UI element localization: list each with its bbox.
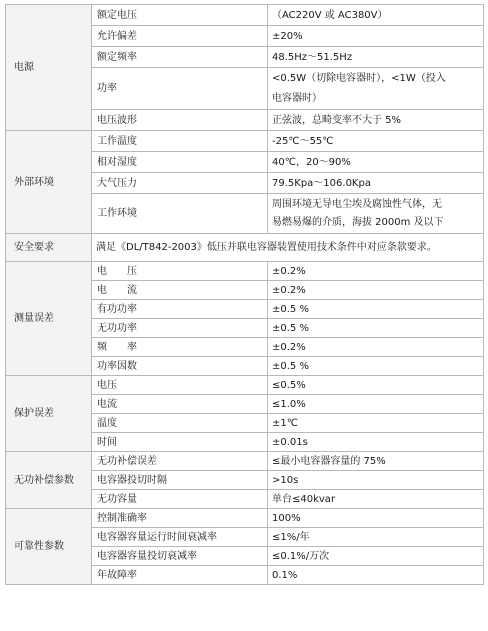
value-switching-interval: >10s [268,471,484,490]
value-power-factor-error: ±0.5 % [268,357,484,376]
value-working-environment-line1: 周围环境无导电尘埃及腐蚀性气体，无 [272,198,442,210]
param-annual-failure-rate: 年故障率 [92,566,268,585]
param-protection-temperature: 温度 [92,414,268,433]
param-frequency: 频 率 [92,338,268,357]
value-rated-frequency: 48.5Hz～51.5Hz [268,47,484,68]
value-annual-failure-rate: 0.1% [268,566,484,585]
value-reactive-power-error: ±0.5 % [268,319,484,338]
param-protection-current: 电流 [92,395,268,414]
value-rated-voltage: （AC220V 或 AC380V） [268,5,484,26]
param-protection-time: 时间 [92,433,268,452]
value-working-environment [268,194,484,234]
param-switching-interval: 电容器投切时隔 [92,471,268,490]
category-safety: 安全要求 [6,234,92,262]
param-protection-voltage: 电压 [92,376,268,395]
category-environment: 外部环境 [6,131,92,234]
value-compensation-error: ≤最小电容器容量的 75% [268,452,484,471]
param-atmospheric-pressure: 大气压力 [92,173,268,194]
value-power-line1: <0.5W（切除电容器时），<1W（投入 [272,72,446,84]
value-reactive-capacity: 单台≤40kvar [268,490,484,509]
value-operating-temperature: -25℃～55℃ [268,131,484,152]
param-rated-frequency: 额定频率 [92,47,268,68]
param-allowed-deviation: 允许偏差 [92,26,268,47]
param-relative-humidity: 相对湿度 [92,152,268,173]
param-voltage: 电 压 [92,262,268,281]
param-control-accuracy: 控制准确率 [92,509,268,528]
category-reactive-compensation: 无功补偿参数 [6,452,92,509]
category-measurement-error: 测量误差 [6,262,92,376]
value-voltage-waveform: 正弦波，总畸变率不大于 5% [268,110,484,131]
param-runtime-attenuation: 电容器容量运行时间衰减率 [92,528,268,547]
value-power [268,68,484,110]
param-power-factor: 功率因数 [92,357,268,376]
value-frequency-error: ±0.2% [268,338,484,357]
value-voltage-error: ±0.2% [268,262,484,281]
category-reliability: 可靠性参数 [6,509,92,585]
value-control-accuracy: 100% [268,509,484,528]
value-protection-voltage: ≤0.5% [268,376,484,395]
value-atmospheric-pressure: 79.5Kpa～106.0Kpa [268,173,484,194]
value-safety-requirement: 满足《DL/T842-2003》低压并联电容器装置使用技术条件中对应条款要求。 [92,234,484,262]
value-switching-attenuation: ≤0.1%/万次 [268,547,484,566]
param-switching-attenuation: 电容器容量投切衰减率 [92,547,268,566]
param-active-power: 有功功率 [92,300,268,319]
category-power: 电源 [6,5,92,131]
value-power-line2: 电容器时） [272,92,322,104]
value-runtime-attenuation: ≤1%/年 [268,528,484,547]
value-active-power-error: ±0.5 % [268,300,484,319]
param-current: 电 流 [92,281,268,300]
param-power: 功率 [92,68,268,110]
value-allowed-deviation: ±20% [268,26,484,47]
value-working-environment-line2: 易燃易爆的介质，海拔 2000m 及以下 [272,216,444,228]
value-protection-time: ±0.01s [268,433,484,452]
param-operating-temperature: 工作温度 [92,131,268,152]
value-protection-current: ≤1.0% [268,395,484,414]
param-working-environment: 工作环境 [92,194,268,234]
value-current-error: ±0.2% [268,281,484,300]
param-voltage-waveform: 电压波形 [92,110,268,131]
category-protection-error: 保护误差 [6,376,92,452]
value-relative-humidity: 40℃，20～90% [268,152,484,173]
spec-table [5,4,484,585]
param-reactive-power: 无功功率 [92,319,268,338]
value-protection-temperature: ±1℃ [268,414,484,433]
param-reactive-capacity: 无功容量 [92,490,268,509]
param-compensation-error: 无功补偿误差 [92,452,268,471]
param-rated-voltage: 额定电压 [92,5,268,26]
